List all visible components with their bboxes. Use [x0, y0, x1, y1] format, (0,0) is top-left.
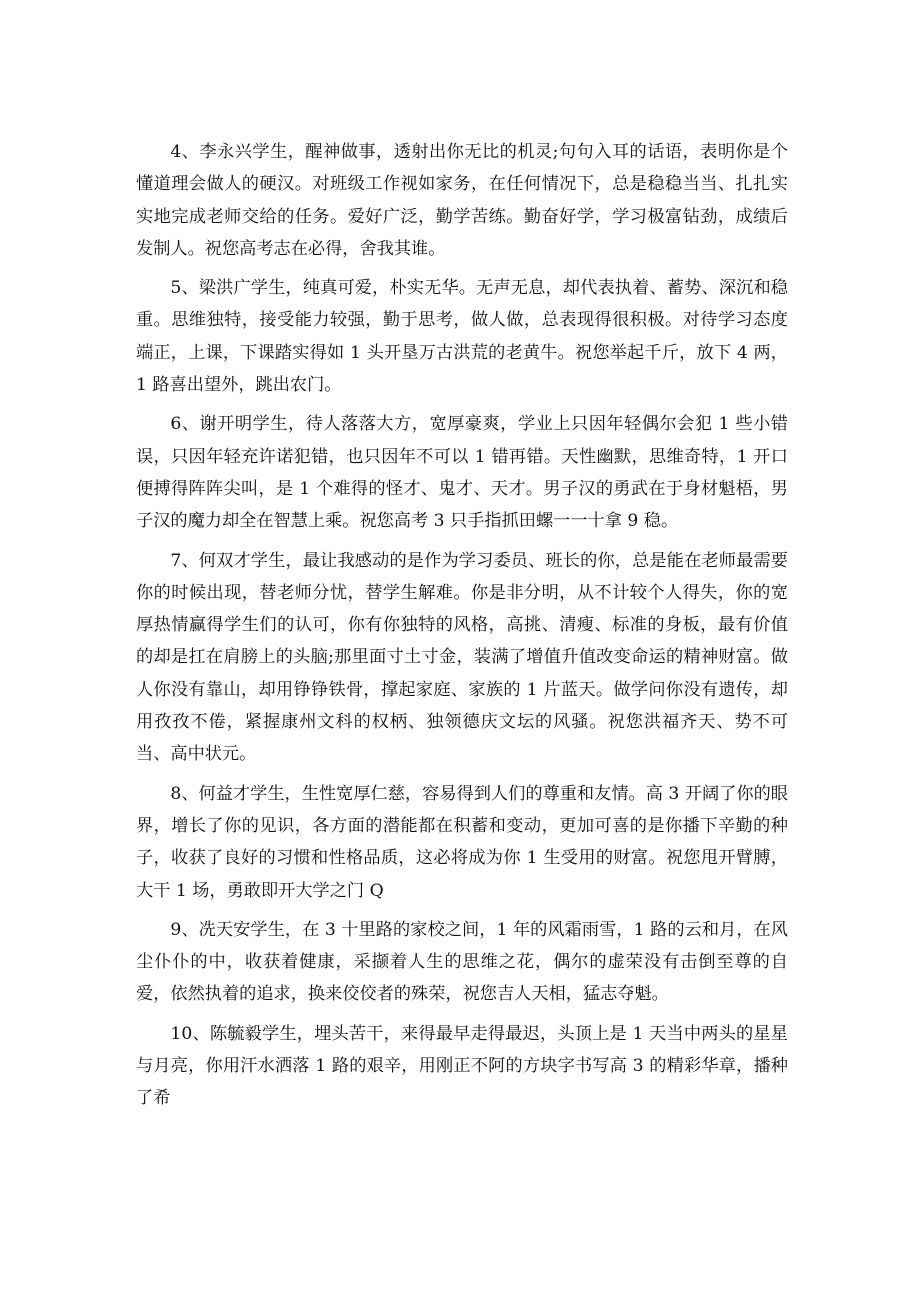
paragraph-5: 5、梁洪广学生，纯真可爱，朴实无华。无声无息，却代表执着、蓄势、深沉和稳重。思维独特，接受能力较强，勤于思考，做人做，总表现得很积极。对待学习态度端正，上课，下课踏实得如 1 头开垦万古洪荒的老黄牛。祝您举起千斤，放下 4 两，1 路喜出望外，跳出农门。	[136, 278, 788, 396]
paragraph-4: 4、李永兴学生，醒神做事，透射出你无比的机灵;句句入耳的话语，表明你是个懂道理会做人的硬汉。对班级工作视如家务，在任何情况下，总是稳稳当当、扎扎实实地完成老师交给的任务。爱好广泛，勤学苦练。勤奋好学，学习极富钻劲，成绩后发制人。祝您高考志在必得，舍我其谁。	[136, 142, 788, 259]
paragraph-10: 10、陈毓毅学生，埋头苦干，来得最早走得最迟，头顶上是 1 天当中两头的星星与月亮，你用汗水洒落 1 路的艰辛，用刚正不阿的方块字书写高 3 的精彩华章，播种了希	[136, 1023, 788, 1109]
paragraph-6: 6、谢开明学生，待人落落大方，宽厚豪爽，学业上只因年轻偶尔会犯 1 些小错误，只因年轻充许诺犯错，也只因年不可以 1 错再错。天性幽默，思维奇特，1 开口便搏得阵阵尖叫，是 1 个难得的怪才、鬼才、天才。男子汉的勇武在于身材魁梧，男子汉的魔力却全在智慧上乘。祝您高考 3 只手指抓田螺一一十拿 9 稳。	[136, 414, 788, 532]
document-body	[136, 136, 788, 1122]
paragraph-7: 7、何双才学生，最让我感动的是作为学习委员、班长的你，总是能在老师最需要你的时候出现，替老师分忧，替学生解难。你是非分明，从不计较个人得失，你的宽厚热情赢得学生们的认可，你有你独特的风格，高挑、清瘦、标准的身板，最有价值的却是扛在肩膀上的头脑;那里面寸土寸金，装满了增值升值改变命运的精神财富。做人你没有靠山，却用铮铮铁骨，撑起家庭、家族的 1 片蓝天。做学问你没有遗传，却用孜孜不倦，紧握康州文科的权柄、独领德庆文坛的风骚。祝您洪福齐天、势不可当、高中状元。	[136, 550, 788, 765]
paragraph-8: 8、何益才学生，生性宽厚仁慈，容易得到人们的尊重和友情。高 3 开阔了你的眼界，增长了你的见识，各方面的潜能都在积蓄和变动，更加可喜的是你播下辛勤的种子，收获了良好的习惯和性格品质，这必将成为你 1 生受用的财富。祝您甩开臂膊，大干 1 场，勇敢即开大学之门 Q	[136, 783, 788, 901]
paragraph-9: 9、冼天安学生，在 3 十里路的家校之间，1 年的风霜雨雪，1 路的云和月，在风尘仆仆的中，收获着健康，采撷着人生的思维之花，偶尔的虚荣没有击倒至尊的自爱，依然执着的追求，换来佼佼者的殊荣，祝您吉人天相，猛志夺魁。	[136, 919, 788, 1005]
